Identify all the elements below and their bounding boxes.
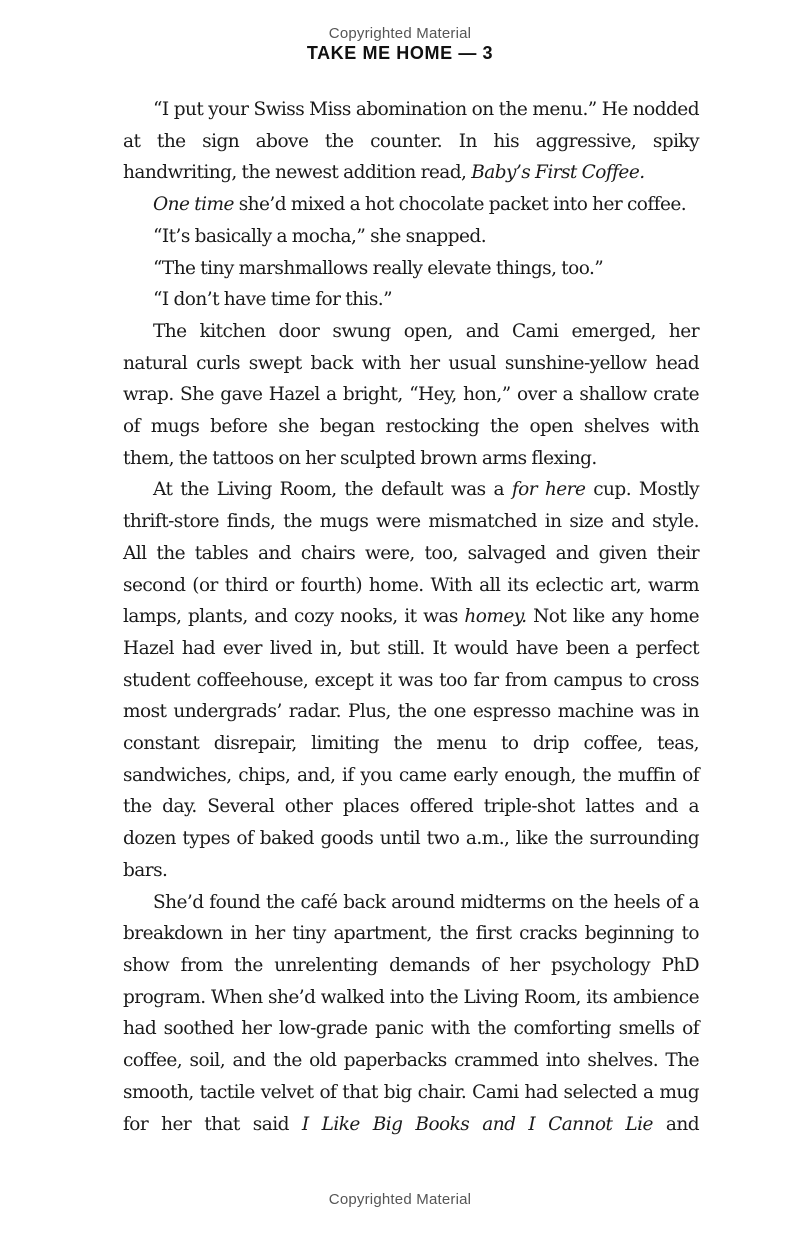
paragraph [123,316,699,475]
paragraph [123,221,699,253]
copyright-watermark-bottom: Copyrighted Material [328,1191,472,1208]
text-run: She’d found the café back around midterms on the heels of a breakdown in her tiny apartment, the first cracks beginning to show from the unrelenting demands of her psychology PhD program. When she’d walked into the Living Room, its ambience had soothed her low-grade panic with the comforting smells of coffee, soil, and the old paperbacks crammed into shelves. The smooth, tactile velvet of that big chair. Cami had selected a mug for her that said [123,891,699,1135]
page-number: 3 [482,43,494,63]
text-run: she’d mixed a hot chocolate packet into her coffee. [233,194,687,216]
text-run: “I put your Swiss Miss abomination on the menu.” He nodded at the sign above the counter. In his aggressive, spiky handwriting, the newest addition read, [123,99,699,184]
body-text [123,94,699,1140]
italic-text: homey. [464,606,527,628]
text-run: and [652,1113,699,1135]
paragraph [123,284,699,316]
text-run: “I don’t have time for this.” [153,289,393,311]
paragraph [123,887,699,1141]
text-run: cup. Mostly thrift-store finds, the mugs were mismatched in size and style. All the tables and chairs were, too, salvaged and given their second (or third or fourth) home. With all its eclectic art, warm lamps, plants, and cozy nooks, it was [123,479,699,628]
header-separator: — [458,43,477,63]
text-run: At the Living Room, the default was a [153,479,512,501]
text-run: Not like any home Hazel had ever lived in, but still. It would have been a perfect student coffeehouse, except it was too far from campus to cross most undergrads’ radar. Plus, the one espresso machine was in constant disrepair, limiting the menu to drip coffee, teas, sandwiches, chips, and, if you came early enough, the muffin of the day. Several other places offered triple-shot lattes and a dozen types of baked goods until two a.m., like the surrounding bars. [123,606,699,881]
paragraph [123,189,699,221]
text-run: The kitchen door swung open, and Cami emerged, her natural curls swept back with her usual sunshine-yellow head wrap. She gave Hazel a bright, “Hey, hon,” over a shallow crate of mugs before she began restocking the open shelves with them, the tattoos on her sculpted brown arms flexing. [123,320,699,469]
copyright-watermark-top: Copyrighted Material [328,25,472,42]
paragraph [123,94,699,189]
text-run: “The tiny marshmallows really elevate things, too.” [153,257,604,279]
paragraph [123,253,699,285]
italic-text: for here [511,479,586,501]
paragraph [123,474,699,886]
running-head [0,43,800,64]
italic-text: I Like Big Books and I Cannot Lie [301,1113,653,1135]
book-title: TAKE ME HOME [306,43,453,63]
text-run: “It’s basically a mocha,” she snapped. [153,225,487,247]
italic-text: One time [153,194,234,216]
italic-text: Baby’s First Coffee. [471,162,645,184]
